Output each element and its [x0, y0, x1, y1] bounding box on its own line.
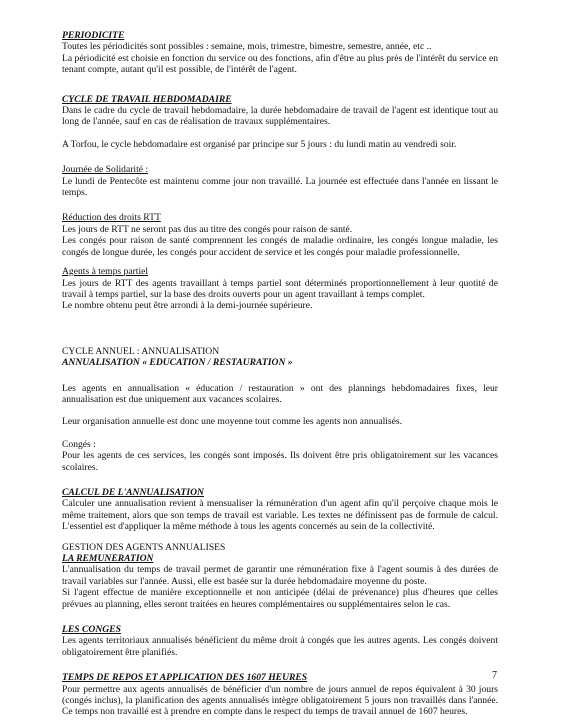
- paragraph: A Torfou, le cycle hebdomadaire est organisé par principe sur 5 jours : du lundi matin au vendredi soir.: [62, 138, 457, 150]
- paragraph: Pour les agents de ces services, les congés sont imposés. Ils doivent être pris obligatoirement sur les vacances scolaires.: [62, 450, 498, 473]
- conges-label: Congés :: [62, 438, 96, 450]
- heading-annualisation-education: ANNUALISATION « EDUCATION / RESTAURATION »: [62, 357, 293, 369]
- heading-calcul: CALCUL DE L'ANNUALISATION: [62, 486, 204, 498]
- paragraph: Toutes les périodicités sont possibles : semaine, mois, trimestre, bimestre, semestre, année, etc ..: [62, 41, 432, 53]
- paragraph: Les agents en annualisation « éducation / restauration » ont des plannings hebdomadaires fixes, leur annualisation est due uniquement aux vacances scolaires.: [62, 382, 498, 405]
- paragraph: Les jours de RTT des agents travaillant à temps partiel sont déterminés proportionnellement à leur quotité de travail à temps partiel, sur la base des droits ouverts pour un agent travaillant à temps complet.: [62, 277, 498, 300]
- paragraph: Leur organisation annuelle est donc une moyenne tout comme les agents non annualisés.: [62, 416, 403, 428]
- paragraph: Dans le cadre du cycle de travail hebdomadaire, la durée hebdomadaire de travail de l'agent est identique tout au long de l'année, sauf en cas de réalisation de travaux supplémentaires.: [62, 105, 498, 128]
- page-number: 7: [492, 670, 497, 681]
- heading-rtt: Réduction des droits RTT: [62, 212, 161, 224]
- heading-conges: LES CONGES: [62, 624, 121, 636]
- paragraph: Si l'agent effectue de manière exceptionnelle et non anticipée (délai de prévenance) plus d'heures que celles prévues au planning, elles seront traitées en heures complémentaires ou supplémentaires selon le cas.: [62, 587, 498, 610]
- paragraph: Le nombre obtenu peut être arrondi à la demi-journée supérieure.: [62, 300, 313, 312]
- heading-periodicite: PERIODICITE: [62, 30, 125, 41]
- heading-solidarite: Journée de Solidarité :: [62, 164, 149, 176]
- paragraph: Les agents territoriaux annualisés bénéficient du même droit à congés que les autres agents. Les congés doivent obligatoirement être planifiés.: [62, 635, 498, 658]
- heading-remuneration: LA REMUNERATION: [62, 553, 154, 564]
- heading-gestion: GESTION DES AGENTS ANNUALISES: [62, 541, 226, 553]
- paragraph: Les congés pour raison de santé comprennent les congés de maladie ordinaire, les congés longue maladie, les congés de longue durée, les congés pour accident de service et les congés pour maladie professionnelle.: [62, 235, 498, 258]
- paragraph: L'annualisation du temps de travail permet de garantir une rémunération fixe à l'agent soumis à des durées de travail variables sur l'année. Aussi, elle est basée sur la durée hebdomadaire moyenne du poste.: [62, 564, 498, 587]
- paragraph: Pour permettre aux agents annualisés de bénéficier d'un nombre de jours annuel de repos équivalent à 30 jours (congés inclus), la planification des agents annualisés intègre obligatoirement 5 jours non travaillés dans l'année. Ce temps non travaillé est à prendre en compte dans le respect du temps de travail annuel de 1607 heures.: [62, 683, 498, 718]
- paragraph: La périodicité est choisie en fonction du service ou des fonctions, afin d'être au plus près de l'intérêt du service en tenant compte, autant qu'il est possible, de l'intérêt de l'agent.: [62, 52, 498, 76]
- heading-temps-partiel: Agents à temps partiel: [62, 266, 149, 278]
- paragraph: Calculer une annualisation revient à mensualiser la rémunération d'un agent afin qu'il perçoive chaque mois le même traitement, alors que son temps de travail est variable. Les textes ne définissent pas de formule de calcul. L'essentiel est d'appliquer la même méthode à tous les agents concernés au sein de la collectivité.: [62, 498, 498, 533]
- document-page: [62, 30, 498, 718]
- heading-cycle-annuel: CYCLE ANNUEL : ANNUALISATION: [62, 345, 220, 357]
- heading-cycle-hebdo: CYCLE DE TRAVAIL HEBDOMADAIRE: [62, 93, 232, 105]
- paragraph: Le lundi de Pentecôte est maintenu comme jour non travaillé. La journée est effectuée dans l'année en lissant le temps.: [62, 175, 498, 199]
- paragraph: Les jours de RTT ne seront pas dus au titre des congés pour raison de santé.: [62, 223, 353, 235]
- heading-temps-repos: TEMPS DE REPOS ET APPLICATION DES 1607 HEURES: [62, 672, 308, 684]
